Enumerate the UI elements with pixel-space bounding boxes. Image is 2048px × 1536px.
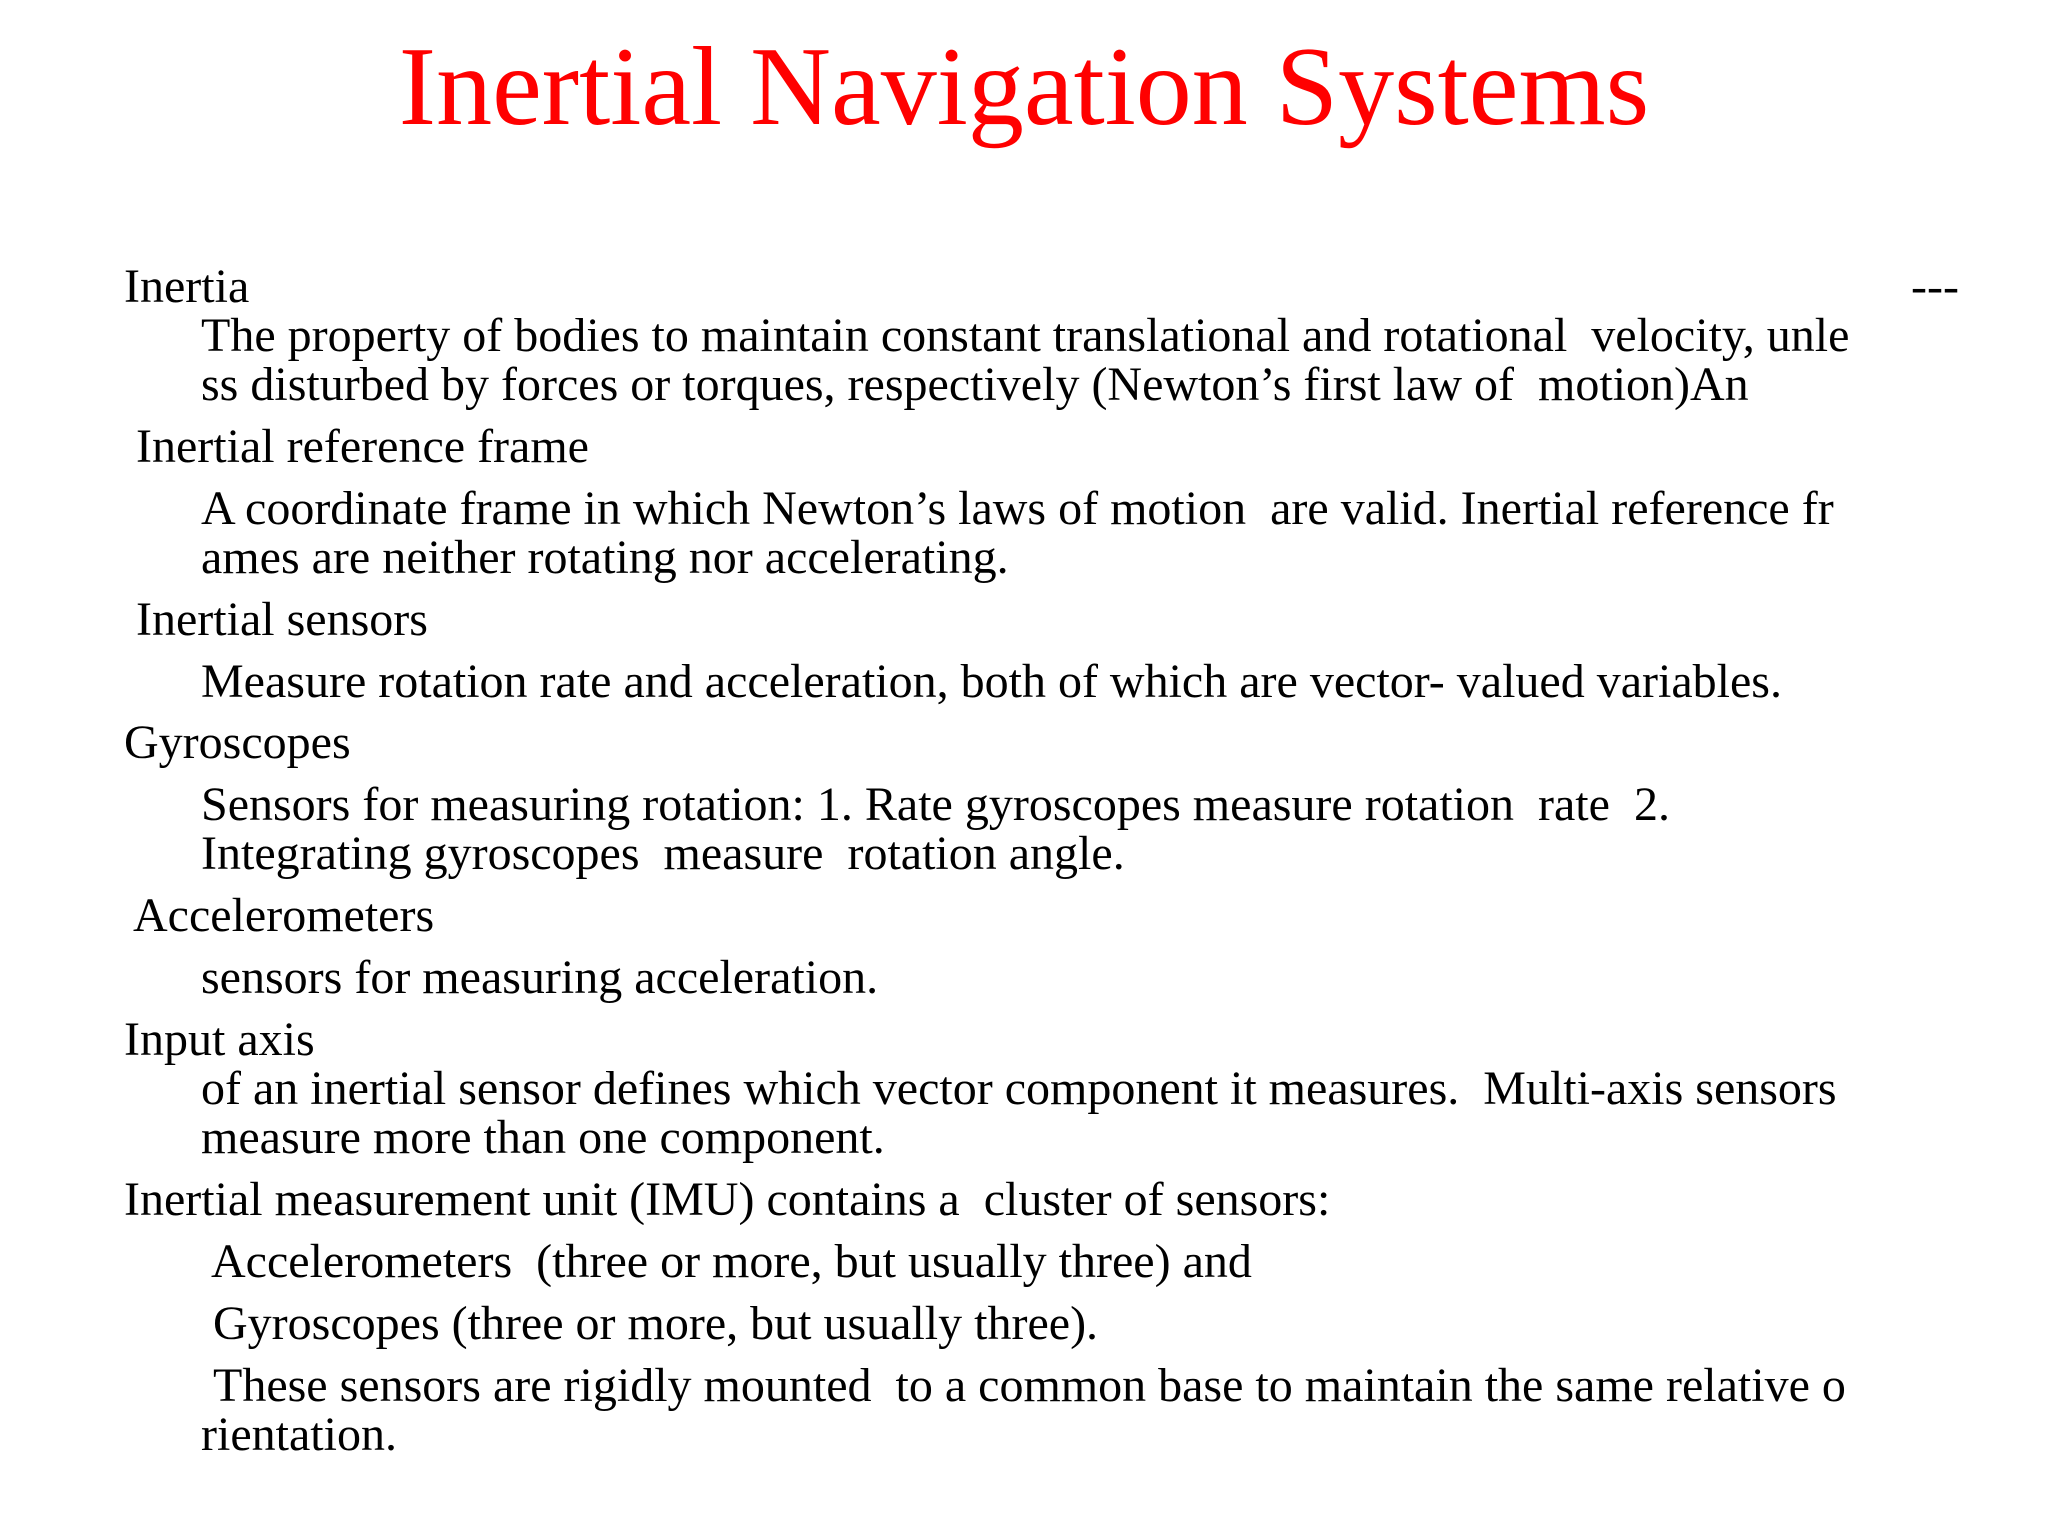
definition-accelerometers: sensors for measuring acceleration.	[201, 951, 879, 1004]
definition-reference-frame-line-2: ames are neither rotating nor accelerating.	[201, 531, 1009, 584]
definition-gyroscopes-line-2: Integrating gyroscopes measure rotation angle.	[201, 827, 1125, 880]
term-accelerometers: Accelerometers	[133, 889, 435, 942]
definition-input-axis-line-1: of an inertial sensor defines which vector component it measures. Multi-axis sensors	[201, 1062, 1837, 1115]
definition-input-axis-line-2: measure more than one component.	[201, 1111, 885, 1164]
definition-reference-frame-line-1: A coordinate frame in which Newton’s laws of motion are valid. Inertial reference fr	[201, 482, 1834, 535]
definition-inertia-line-2: ss disturbed by forces or torques, respectively (Newton’s first law of motion)An	[201, 358, 1749, 411]
term-inertia: Inertia	[124, 260, 250, 313]
definition-inertia-line-1: The property of bodies to maintain constant translational and rotational velocity, unle	[201, 309, 1850, 362]
imu-gyroscopes: Gyroscopes (three or more, but usually three).	[213, 1297, 1099, 1350]
term-input-axis: Input axis	[124, 1013, 315, 1066]
imu-mounting-line-1: These sensors are rigidly mounted to a common base to maintain the same relative o	[213, 1359, 1846, 1412]
term-gyroscopes: Gyroscopes	[124, 716, 351, 769]
term-inertial-sensors: Inertial sensors	[136, 593, 428, 646]
definition-gyroscopes-line-1: Sensors for measuring rotation: 1. Rate gyroscopes measure rotation rate 2.	[201, 778, 1670, 831]
imu-mounting-line-2: rientation.	[201, 1408, 397, 1461]
inertia-dashes: ---	[1911, 260, 1959, 313]
term-imu: Inertial measurement unit (IMU) contains a cluster of sensors:	[124, 1173, 1331, 1226]
term-inertial-reference-frame: Inertial reference frame	[136, 420, 589, 473]
definition-inertial-sensors: Measure rotation rate and acceleration, both of which are vector- valued variables.	[201, 655, 1782, 708]
slide-title: Inertial Navigation Systems	[398, 25, 1650, 149]
imu-accelerometers: Accelerometers (three or more, but usually three) and	[211, 1235, 1252, 1288]
